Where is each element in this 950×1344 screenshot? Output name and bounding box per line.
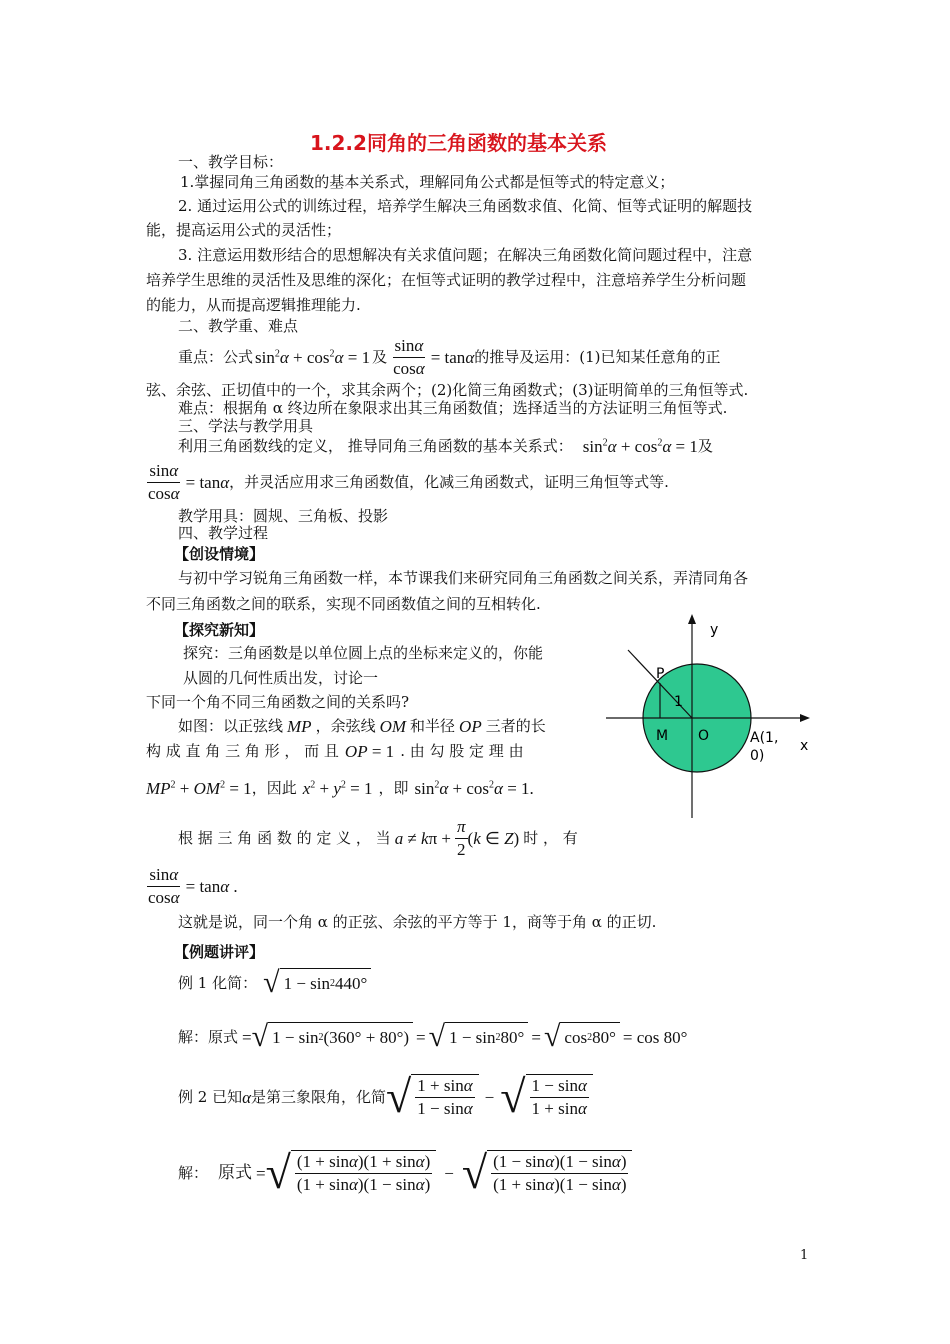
formula-quotient: $\frac{\sin\alpha}{\cos\alpha}$ [393,336,425,378]
formula-tan-2: = tanα [185,473,230,492]
x-axis-arrow [800,714,810,722]
unit-circle-diagram [600,610,820,820]
solution-1-result: = cos 80° [622,1027,688,1047]
formula-pi-half: $\frac{\pi}{2}$ [457,817,466,859]
scenario-line-2: 不同三角函数之间的联系，实现不同函数值之间的互相转化. [146,595,541,613]
figure-therefore: ，因此 [251,779,297,797]
focus-line-2: 弦、余弦、正切值中的一个，求其余两个；(2)化简三角函数式；(3)证明简单的三角恒等式. [146,381,749,399]
minus-sign: − [484,1087,495,1107]
example-2-text: 是第三象限角，化简 [251,1087,387,1106]
section-4-heading: 四、教学过程 [178,524,269,542]
solution-2-text: 原式 [218,1162,253,1183]
example-1 [178,968,371,998]
figure-text-a: 如图：以正弦线 [178,717,284,735]
example-2-root-1: √ $\frac{1 + \sin\alpha}{1 - \sin\alpha}$ [386,1074,479,1120]
solution-1-step-1: √ 1 − sin 2 (360° + 80°) [252,1022,413,1052]
formula-pythagorean-2: $\sin^2\alpha + \cos^2\alpha = 1$ [582,437,698,456]
label-a-line-1: A(1, [750,730,779,746]
page-title: 1.2.2同角的三角函数的基本关系 [310,131,607,155]
scenario-line-1: 与初中学习锐角三角函数一样，本节课我们来研究同角三角函数之间关系，弄清同角各 [178,569,749,587]
goal-2-line-2: 能，提高运用公式的灵活性； [146,221,342,239]
example-2 [178,1071,593,1122]
minus-sign-2: − [444,1163,454,1183]
explore-line-3: 下同一个角不同三角函数之间的关系吗? [146,693,410,711]
figure-text-b: ，余弦线 [315,717,376,735]
section-2-heading: 二、教学重、难点 [178,317,299,335]
segment-om: OM [379,717,407,736]
segment-op: OP [459,717,482,736]
definition-result [146,864,238,909]
solution-1-eq-2: = [416,1027,426,1047]
examples-heading: 【例题讲评】 [174,943,265,961]
tools: 教学用具：圆规、三角板、投影 [178,507,389,525]
goal-1: 1.掌握同角三角函数的基本关系式，理解同角公式都是恒等式的特定意义； [180,173,675,191]
solution-2-eq: = [256,1163,266,1183]
example-1-expr: √ 1 − sin 2 440° [263,968,371,998]
conclusion: 这就是说，同一个角 α 的正弦、余弦的平方等于 1，商等于角 α 的正切. [178,913,657,931]
figure-text-e: 构 成 直 角 三 角 形 ， 而 且 [146,742,339,760]
scenario-heading: 【创设情境】 [174,545,265,563]
formula-tan: = tanα [430,348,475,367]
example-2-root-2: √ $\frac{1 - \sin\alpha}{1 + \sin\alpha}$ [500,1074,593,1120]
figure-text-c: 和半径 [410,717,456,735]
formula-quotient-2: $\frac{\sin\alpha}{\cos\alpha}$ [148,461,180,503]
method-text: 利用三角函数线的定义， 推导同角三角函数的基本关系式： [178,437,573,455]
alpha-symbol: α [242,1087,252,1107]
label-x: x [800,738,809,754]
section-3-heading: 三、学法与教学用具 [178,417,314,435]
goal-2-line-1: 2. 通过运用公式的训练过程，培养学生解决三角函数求值、化简、恒等式证明的解题技 [178,197,753,215]
figure-line-3 [146,778,534,799]
figure-text-d: 三者的长 [485,717,546,735]
method-text-2: ，并灵活应用求三角函数值，化减三角函数式，证明三角恒等式等. [229,473,669,491]
y-axis-arrow [688,614,696,624]
solution-1-eq-3: = [531,1027,541,1047]
figure-line-1 [178,716,546,737]
explore-line-1: 探究：三角函数是以单位圆上点的坐标来定义的，你能 [183,644,544,662]
formula-op-eq-1: OP = 1 [344,742,395,761]
label-y: y [710,622,719,638]
goal-3-line-2: 培养学生思维的灵活性及思维的深化；在恒等式证明的教学过程中，注意培养学生分析问题 [146,271,747,289]
label-p: P [656,666,665,682]
formula-mp-om: $MP^2 + OM^2 = 1$ [146,779,252,798]
solution-1 [178,1022,687,1052]
figure-line-2 [146,741,524,762]
solution-1-step-2: √ 1 − sin 2 80° [429,1022,529,1052]
solution-2-root-1: √ $\frac{(1 + \sin\alpha)(1 + \sin\alpha)}{(1 + \sin\alpha)(1 - \sin\alpha)}$ [266,1150,437,1196]
method-line-1 [178,436,713,457]
figure-ie: ，即 [378,779,409,797]
label-m: M [656,728,669,744]
formula-quotient-3: $\frac{\sin\alpha}{\cos\alpha}$ [148,865,180,907]
focus-and: 及 [372,348,388,366]
goal-3-line-1: 3. 注意运用数形结合的思想解决有关求值问题；在解决三角函数化简问题过程中，注意 [178,246,753,264]
goal-3-line-3: 的能力，从而提高逻辑推理能力. [146,296,361,314]
segment-mp: MP [287,717,312,736]
formula-xy: $x^2 + y^2 = 1$ [302,779,373,798]
solution-1-eq: = [242,1027,252,1047]
section-1-heading: 一、教学目标： [178,153,284,171]
label-o: O [698,728,710,744]
explore-line-2: 从圆的几何性质出发，讨论一 [183,669,379,687]
example-2-label: 例 2 已知 [178,1087,243,1106]
solution-2-label: 解： [178,1163,209,1182]
difficulty: 难点：根据角 α 终边所在象限求出其三角函数值；选择适当的方法证明三角恒等式. [178,399,728,417]
explore-heading: 【探究新知】 [174,621,265,639]
definition-line [178,816,578,861]
focus-suffix: 的推导及运用：(1)已知某任意角的正 [474,348,721,366]
formula-tan-3: = tanα . [185,877,238,896]
solution-1-step-3: √ cos 2 80° [544,1022,620,1052]
definition-prefix: 根 据 三 角 函 数 的 定 义 ， 当 [178,829,391,847]
focus-line-1 [178,335,721,380]
formula-condition: a ≠ kπ + [394,829,451,848]
page-number: 1 [800,1248,809,1263]
label-one: 1 [674,694,683,710]
definition-suffix: 时 ， 有 [523,829,578,847]
formula-sin-cos: $\sin^2\alpha + \cos^2\alpha = 1$. [414,779,534,798]
solution-1-label: 解：原式 [178,1027,239,1046]
formula-pythagorean: $\sin^2\alpha + \cos^2\alpha = 1$ [255,348,371,367]
method-and: 及 [697,437,713,455]
solution-2-root-2: √ $\frac{(1 - \sin\alpha)(1 - \sin\alpha)}{(1 + \sin\alpha)(1 - \sin\alpha)}$ [462,1150,633,1196]
figure-text-f: . 由 勾 股 定 理 由 [400,742,524,760]
solution-2 [178,1147,632,1198]
label-a-line-2: 0) [750,748,765,764]
focus-prefix: 重点：公式 [178,348,254,366]
formula-k-in-z: (k ∈ Z) [467,829,520,848]
method-line-2 [146,460,669,505]
example-1-label: 例 1 化简： [178,973,258,992]
